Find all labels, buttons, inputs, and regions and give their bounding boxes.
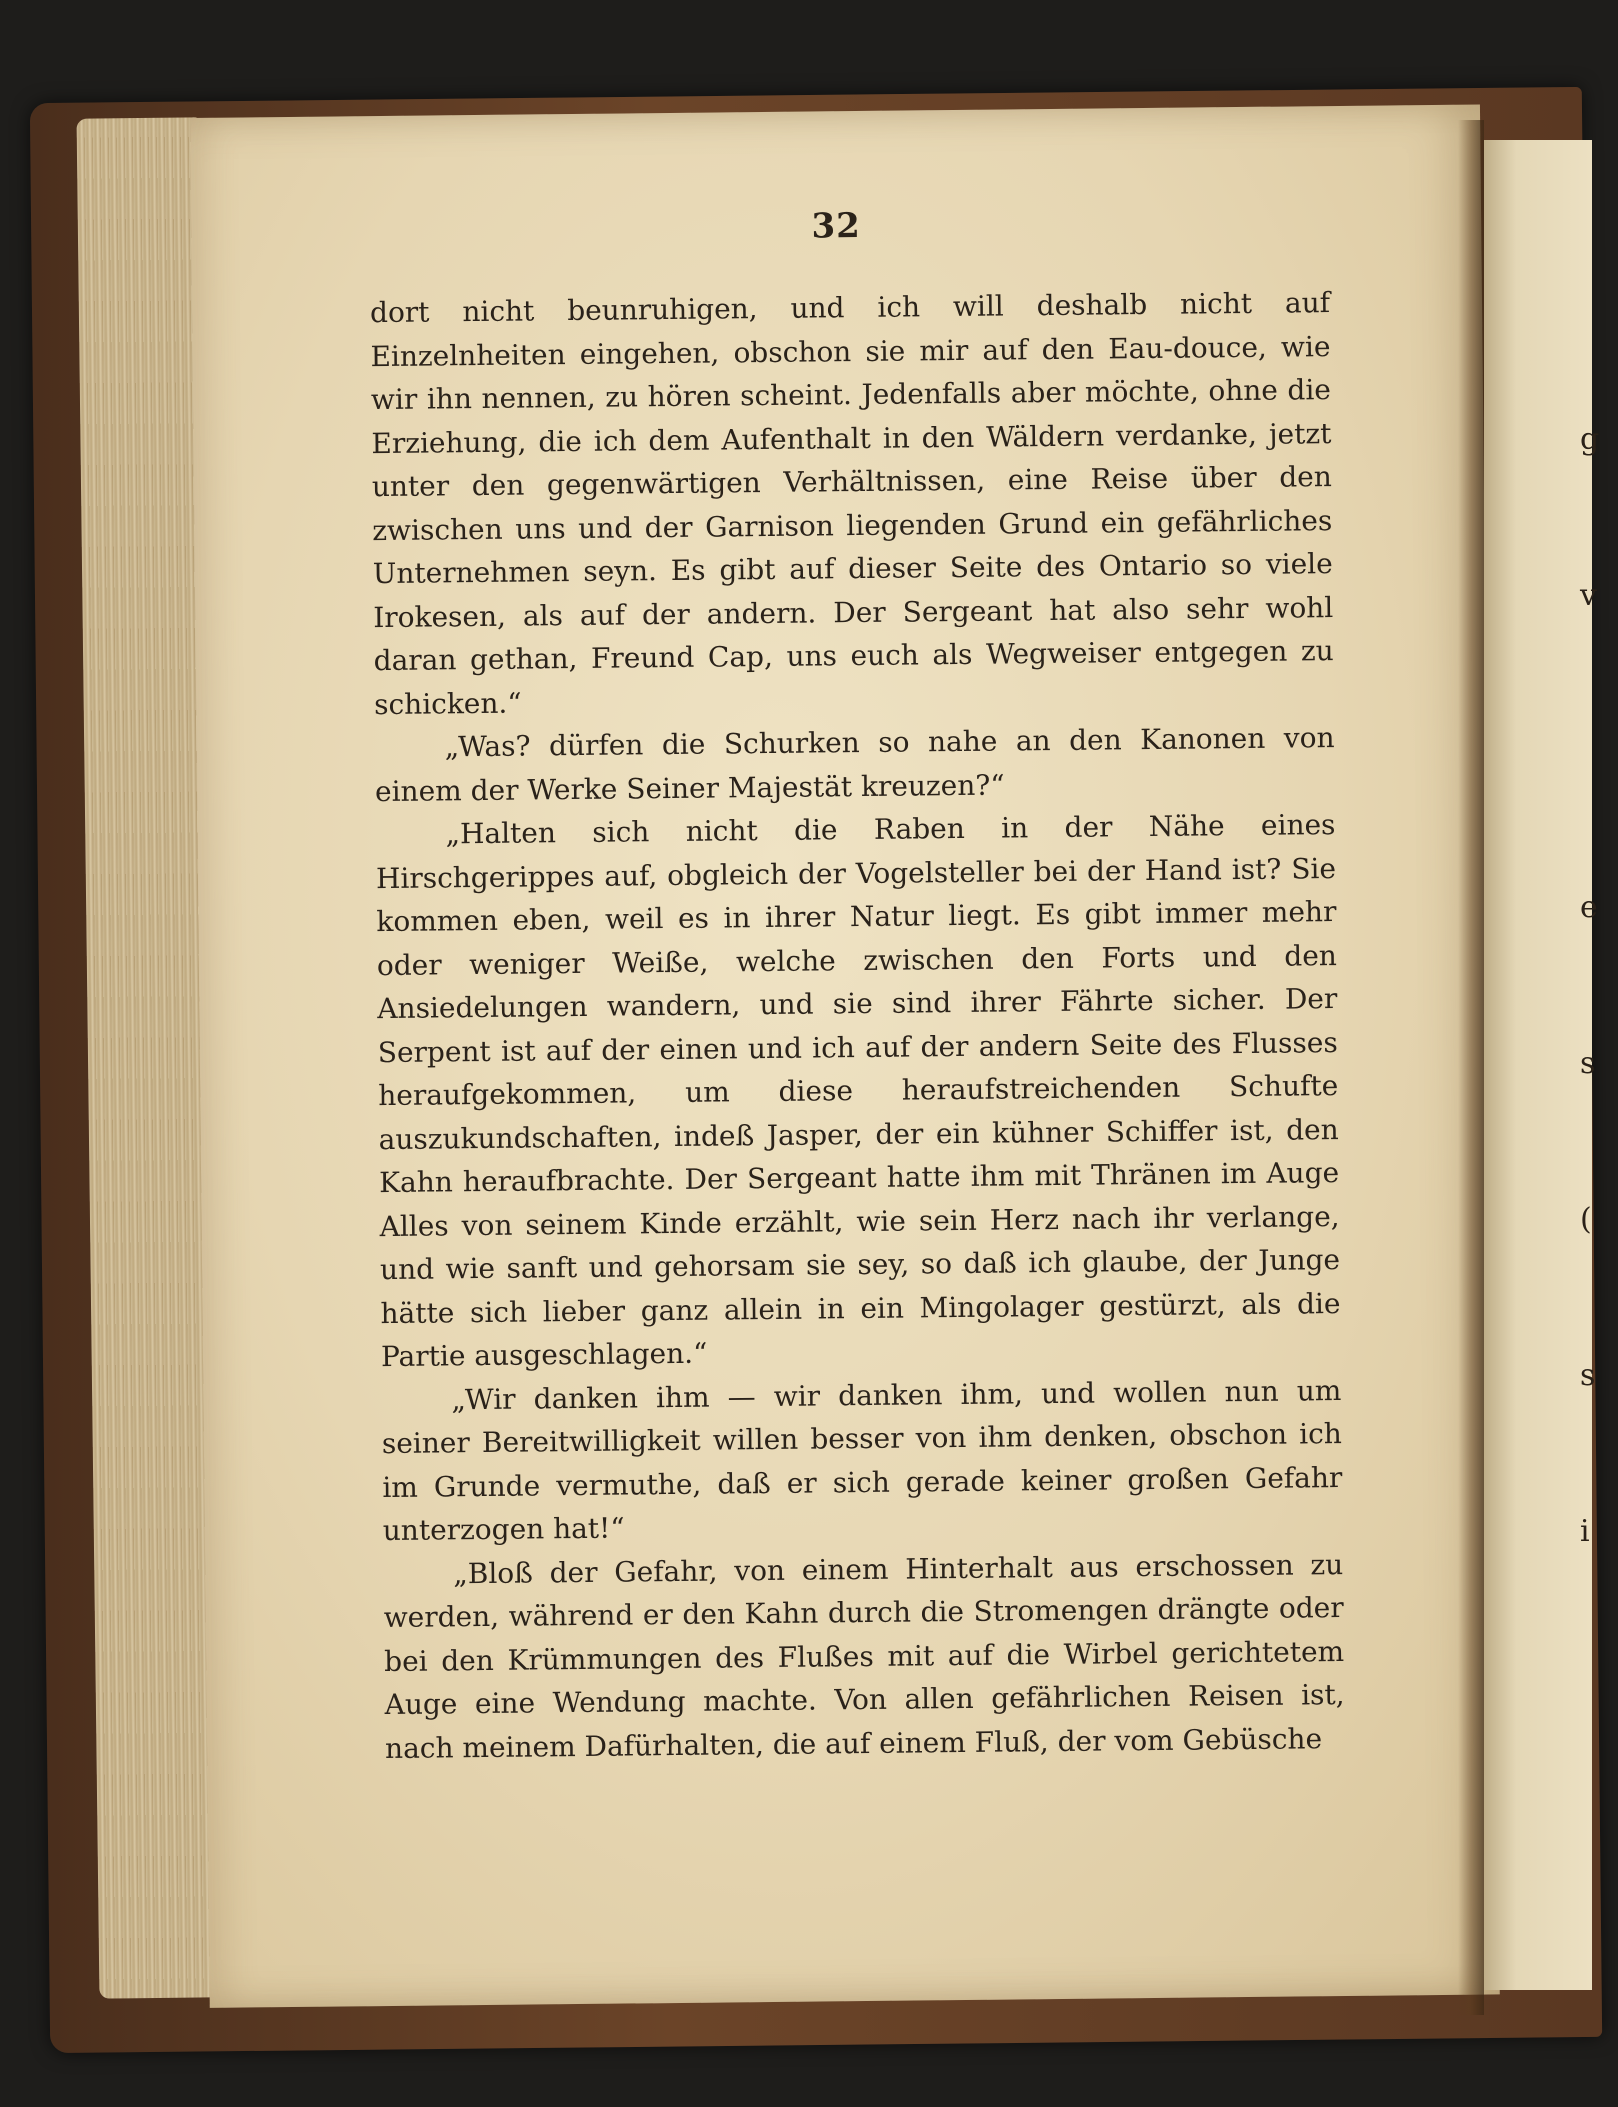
page-number: 32 [811, 205, 862, 247]
page-text [370, 281, 1345, 1770]
book-page [190, 104, 1500, 2007]
fragment: s [1580, 1046, 1596, 1081]
fragment: v [1580, 578, 1597, 613]
fragment [1580, 726, 1592, 778]
fragment: i [1580, 1514, 1590, 1549]
book-gutter [1458, 120, 1484, 2015]
paragraph-4: „Wir danken ihm — wir danken ihm, und wollen nun um seiner Bereitwilligkeit willen besser von ihm denken, obschon ich im Grunde vermuthe, daß er sich gerade keiner großen Gefahr unterzogen hat!“ [381, 1373, 1343, 1548]
paragraph-2: „Was? dürfen die Schurken so nahe an den Kanonen von einem der Werke Seiner Majestät kreuzen?“ [374, 721, 1335, 808]
fragment: ( [1580, 1202, 1592, 1237]
paragraph-1: dort nicht beunruhigen, und ich will deshalb nicht auf Einzelnheiten eingehen, obschon sie mir auf den Eau-douce, wie wir ihn nennen, zu hören scheint. Jedenfalls aber möchte, ohne die Erziehung, die ich dem Aufenthalt in den Wäldern verdanke, jetzt unter den gegenwärtigen Verhältnissen, eine Reise über den zwischen uns und der Garnison liegenden Grund ein gefährliches Unternehmen seyn. Es gibt auf dieser Seite des Ontario so viele Irokesen, als auf der andern. Der Sergeant hat also sehr wohl daran gethan, Freund Cap, uns euch als Wegweiser entgegen zu schicken.“ [369, 286, 1334, 721]
facing-page-fragments [1580, 310, 1600, 1662]
fragment: s [1580, 1358, 1596, 1393]
fragment: g [1580, 422, 1600, 457]
paragraph-3: „Halten sich nicht die Raben in der Nähe eines Hirschgerippes auf, obgleich der Vogelsteller bei der Hand ist? Sie kommen eben, weil es in ihrer Natur liegt. Es gibt immer mehr oder weniger Weiße, welche zwischen den Forts und den Ansiedelungen wandern, und sie sind ihrer Fährte sicher. Der Serpent ist auf der einen und ich auf der andern Seite des Flusses heraufgekommen, um diese heraufstreichenden Schufte auszukundschaften, indeß Jasper, der ein kühner Schiffer ist, den Kahn heraufbrachte. Der Sergeant hatte ihm mit Thränen im Auge Alles von seinem Kinde erzählt, wie sein Herz nach ihr verlange, und wie sanft und gehorsam sie sey, so daß ich glaube, der Junge hätte sich lieber ganz allein in ein Mingolager gestürzt, als die Partie ausgeschlagen.“ [375, 808, 1341, 1374]
facing-page [1484, 140, 1600, 1990]
fragment: e [1580, 890, 1598, 925]
paragraph-5: „Bloß der Gefahr, von einem Hinterhalt aus erschossen zu werden, während er den Kahn durch die Stromengen drängte oder bei den Krümmungen des Flußes mit auf die Wirbel gerichtetem Auge eine Wendung machte. Von allen gefährlichen Reisen ist, nach meinem Dafürhalten, die auf einem Fluß, der vom Gebüsche [383, 1547, 1345, 1765]
